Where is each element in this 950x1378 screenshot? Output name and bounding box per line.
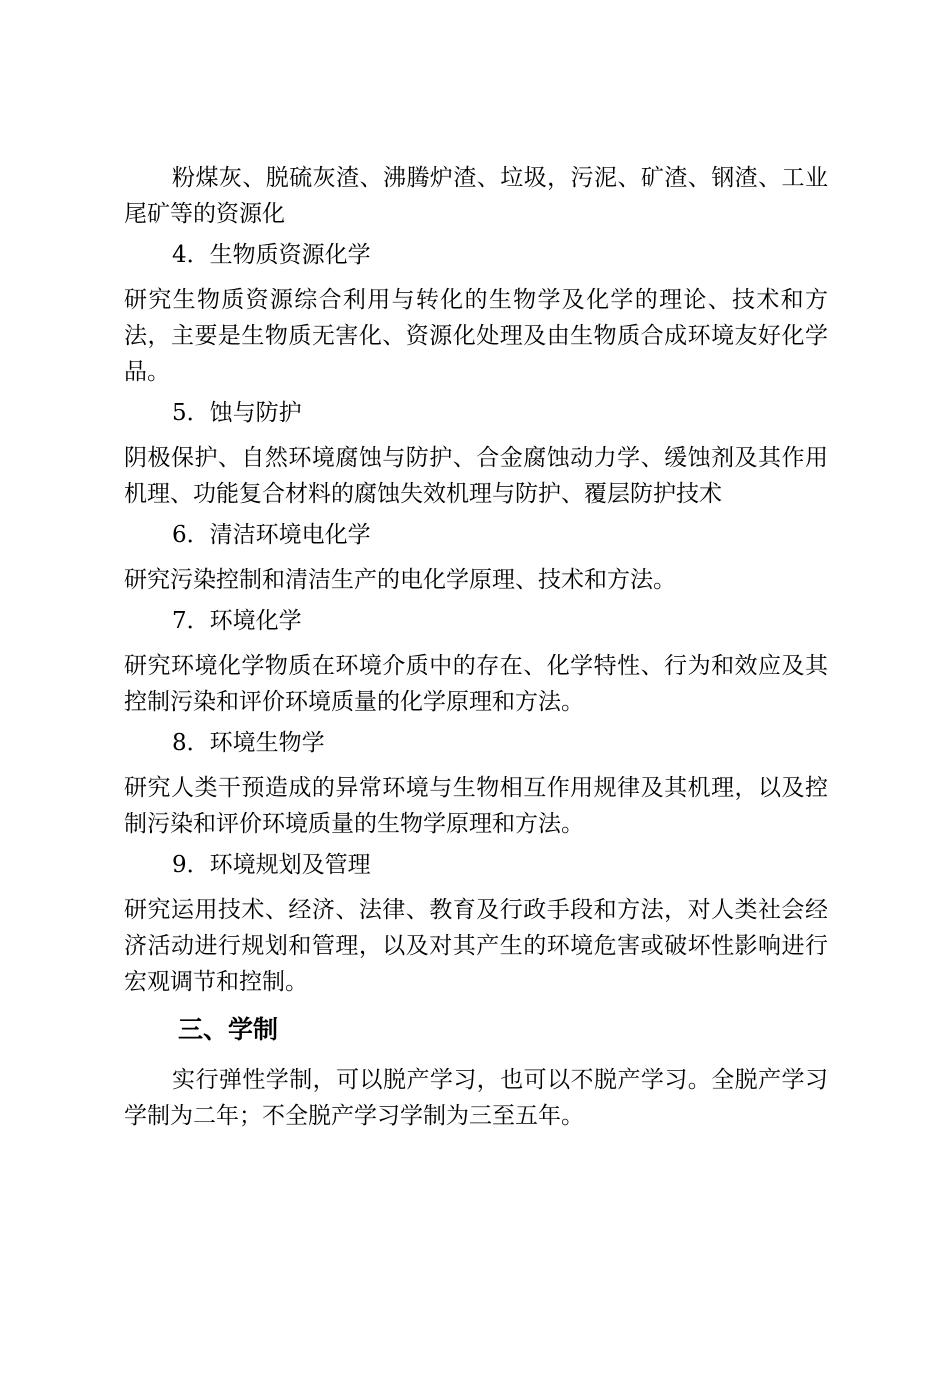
item-9-title: 9．环境规划及管理	[172, 852, 371, 878]
item-4-body: 研究生物质资源综合利用与转化的生物学及化学的理论、技术和方法，主要是生物质无害化、资源化处理及由生物质合成环境友好化学品。	[124, 287, 828, 385]
intro-paragraph: 粉煤灰、脱硫灰渣、沸腾炉渣、垃圾，污泥、矿渣、钢渣、工业尾矿等的资源化	[124, 165, 828, 227]
item-4-title: 4．生物质资源化学	[172, 242, 371, 268]
document-body	[124, 160, 828, 1134]
item-6-body: 研究污染控制和清洁生产的电化学原理、技术和方法。	[124, 567, 676, 593]
item-5-body: 阴极保护、自然环境腐蚀与防护、合金腐蚀动力学、缓蚀剂及其作用机理、功能复合材料的腐蚀失效机理与防护、覆层防护技术	[124, 445, 828, 507]
item-8-title: 8．环境生物学	[172, 730, 325, 756]
item-5-title: 5．蚀与防护	[172, 400, 302, 426]
item-7-body: 研究环境化学物质在环境介质中的存在、化学特性、行为和效应及其控制污染和评价环境质量的化学原理和方法。	[124, 653, 828, 715]
item-8-body: 研究人类干预造成的异常环境与生物相互作用规律及其机理，以及控制污染和评价环境质量的生物学原理和方法。	[124, 775, 828, 837]
section-heading-schooling: 三、学制	[178, 1015, 279, 1044]
item-7-title: 7．环境化学	[172, 608, 302, 634]
item-6-title: 6．清洁环境电化学	[172, 522, 371, 548]
section-schooling-body: 实行弹性学制，可以脱产学习，也可以不脱产学习。全脱产学习学制为二年；不全脱产学习学制为三至五年。	[124, 1067, 828, 1129]
item-9-body: 研究运用技术、经济、法律、教育及行政手段和方法，对人类社会经济活动进行规划和管理，以及对其产生的环境危害或破坏性影响进行宏观调节和控制。	[124, 897, 828, 995]
